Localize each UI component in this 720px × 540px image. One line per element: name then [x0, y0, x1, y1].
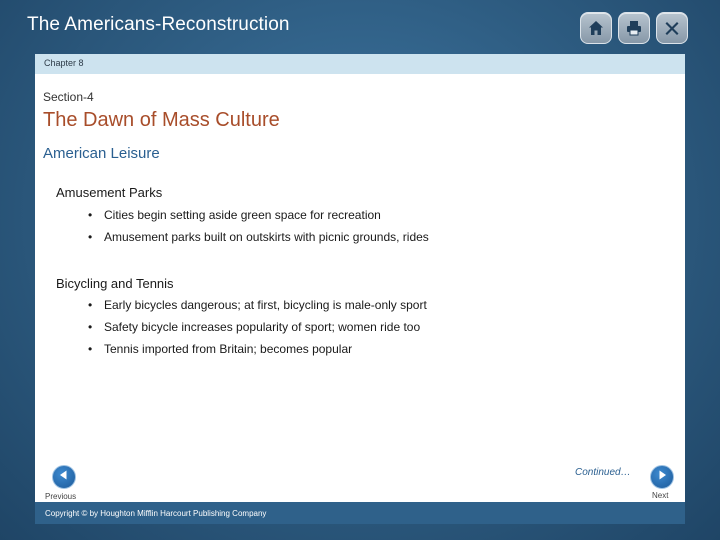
close-button[interactable] [656, 12, 688, 44]
bullet-dot: • [88, 208, 93, 222]
bullet-dot: • [88, 298, 93, 312]
list-item [88, 320, 420, 334]
continued-label: Continued… [575, 467, 631, 478]
next-button[interactable] [650, 465, 674, 489]
list-item [88, 230, 429, 244]
footer-bar [35, 502, 685, 524]
print-button[interactable] [618, 12, 650, 44]
topic-title: Bicycling and Tennis [56, 276, 174, 291]
app-title: The Americans-Reconstruction [27, 14, 290, 35]
list-item-text: Cities begin setting aside green space for recreation [104, 208, 381, 222]
home-icon [587, 19, 605, 37]
subheading: American Leisure [43, 145, 160, 162]
topic-title: Amusement Parks [56, 185, 163, 200]
bullet-dot: • [88, 342, 93, 356]
arrow-right-icon [656, 468, 668, 486]
list-item [88, 298, 427, 312]
chapter-bar [35, 54, 685, 74]
print-icon [625, 19, 643, 37]
bullet-dot: • [88, 320, 93, 334]
previous-button[interactable] [52, 465, 76, 489]
next-label[interactable]: Next [652, 491, 669, 500]
list-item-text: Amusement parks built on outskirts with picnic grounds, rides [104, 230, 429, 244]
copyright-text: Copyright © by Houghton Mifflin Harcourt Publishing Company [45, 509, 267, 518]
list-item-text: Safety bicycle increases popularity of sport; women ride too [104, 320, 421, 334]
list-item [88, 342, 352, 356]
bullet-dot: • [88, 230, 93, 244]
close-icon [663, 19, 681, 37]
slide-content [35, 74, 685, 502]
list-item [88, 208, 381, 222]
chapter-label: Chapter 8 [44, 58, 84, 68]
section-title: The Dawn of Mass Culture [43, 109, 280, 131]
arrow-left-icon [58, 468, 70, 486]
list-item-text: Early bicycles dangerous; at first, bicycling is male-only sport [104, 298, 427, 312]
home-button[interactable] [580, 12, 612, 44]
top-toolbar [580, 12, 688, 44]
previous-label[interactable]: Previous [45, 492, 77, 501]
list-item-text: Tennis imported from Britain; becomes popular [104, 342, 353, 356]
section-label: Section-4 [43, 90, 94, 104]
